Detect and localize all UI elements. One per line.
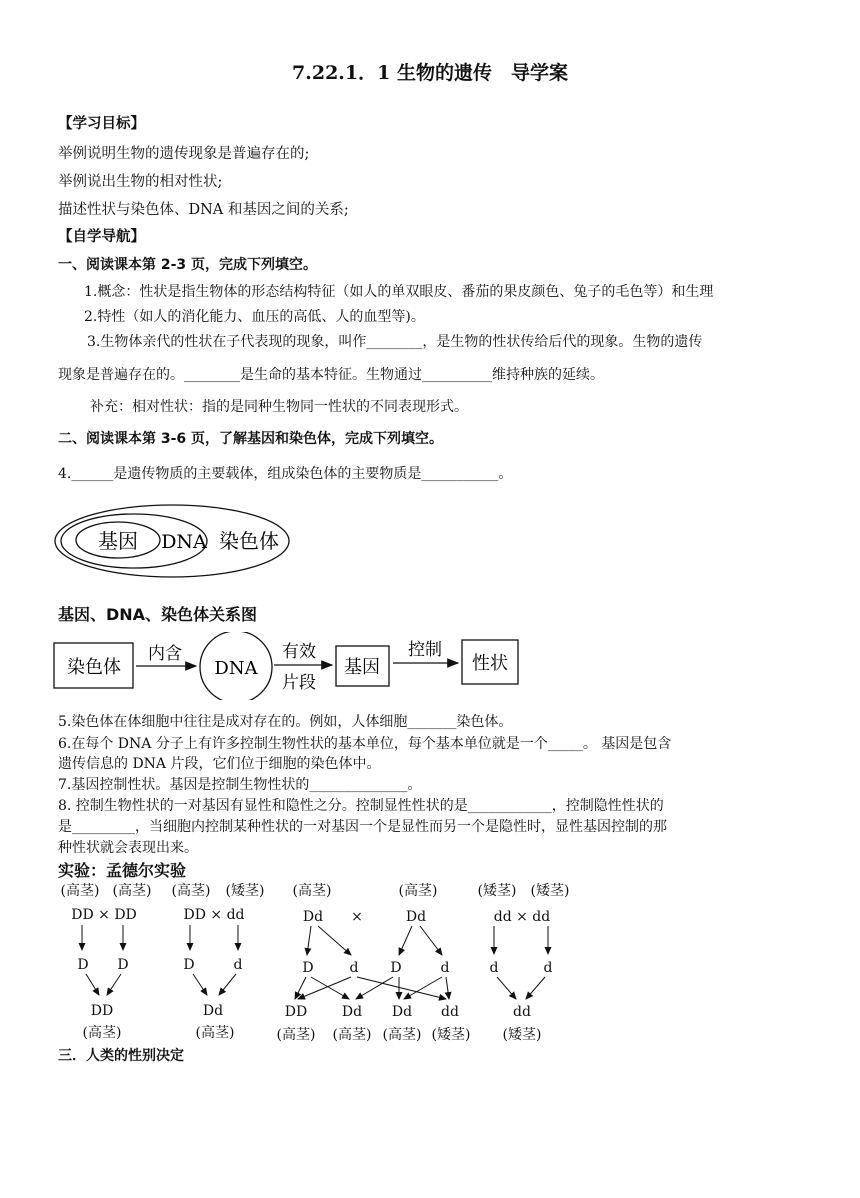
question-6: 6.在每个 DNA 分子上有许多控制生物性状的基本单位，每个基本单位就是一个_____。 基因是包含 [58,736,672,752]
relation-box-trait: 性状 [472,653,508,674]
relation-box-gene: 基因 [344,657,380,678]
question-5: 5.染色体在体细胞中往往是成对存在的。例如，人体细胞_______染色体。 [58,714,513,730]
question-8: 8. 控制生物性状的一对基因有显性和隐性之分。控制显性性状的是____________，控制隐性性状的 [58,798,664,814]
g3-cross-sign: × [351,909,363,925]
g3-gamete: d [349,960,359,976]
question-4: 4.______是遗传物质的主要载体，组成染色体的主要物质是___________。 [58,466,513,482]
sec1-line: 3.生物体亲代的性状在子代表现的现象，叫作________，是生物的性状传给后代的现象。生物的遗传 [87,334,703,350]
g4-cross: dd × dd [493,909,551,925]
mendel-cross-diagram [52,878,582,1048]
arrow-label-segment: 片段 [282,673,316,693]
g4-gamete-b: d [543,960,553,976]
g4-parent1-phenotype: (矮茎) [477,883,517,899]
g1-parent1-phenotype: (高茎) [60,883,100,899]
dna-label: DNA [161,531,207,553]
supplement-note: 补充：相对性状：指的是同种生物同一性状的不同表现形式。 [90,399,468,415]
g3-parent1-phenotype: (高茎) [292,883,332,899]
g4-gamete-a: d [489,960,499,976]
g3-parent2-phenotype: (高茎) [398,883,438,899]
g3-gamete: D [390,960,402,976]
relation-circle-dna: DNA [214,658,258,679]
experiment-title: 实验：孟德尔实验 [58,861,187,880]
section2-heading: 二、阅读课本第 3-6 页，了解基因和染色体，完成下列填空。 [58,431,444,447]
g1-gamete-b: D [117,957,129,973]
g2-parent1-phenotype: (高茎) [171,883,211,899]
g4-offspring: dd [513,1004,531,1020]
g2-gamete-a: D [183,957,195,973]
g1-offspring-phenotype: (高茎) [82,1025,122,1041]
sec1-line: 现象是普遍存在的。________是生命的基本特征。生物通过__________维持种族的延续。 [58,367,604,383]
g1-gamete-a: D [77,957,89,973]
arrow-label-control: 控制 [408,640,442,660]
chromosome-label: 染色体 [219,529,279,553]
goals-heading: 【学习目标】 [58,115,145,132]
page-title: 7.22.1．1 生物的遗传 导学案 [292,62,568,84]
g3-gamete: D [302,960,314,976]
sec1-line: 2.特性（如人的消化能力、血压的高低、人的血型等)。 [84,309,425,325]
relation-box-chromosome: 染色体 [67,657,121,678]
g3-offspring-phenotype: (矮茎) [431,1027,471,1043]
g3-offspring: dd [441,1004,459,1020]
g3-gamete: d [440,960,450,976]
arrow-label-contains: 内含 [148,644,182,664]
goal-item: 举例说出生物的相对性状; [58,174,223,190]
relation-flow-diagram [52,632,522,700]
nav-heading: 【自学导航】 [58,228,145,245]
goal-item: 举例说明生物的遗传现象是普遍存在的; [58,146,310,162]
g1-parent2-phenotype: (高茎) [112,883,152,899]
sec1-line: 1.概念：性状是指生物体的形态结构特征（如人的单双眼皮、番茄的果皮颜色、兔子的毛色等）和生理 [84,284,714,300]
gene-label: 基因 [98,529,138,553]
question-7: 7.基因控制性状。基因是控制生物性状的______________。 [58,777,422,793]
question-8-cont: 种性状就会表现出来。 [58,840,198,856]
g2-cross: DD × dd [183,907,245,923]
g3-parent-b: Dd [405,909,427,925]
g3-parent-a: Dd [302,909,324,925]
g3-offspring: DD [284,1004,308,1020]
g3-offspring: Dd [391,1004,413,1020]
question-8-cont: 是_________，当细胞内控制某种性状的一对基因一个是显性而另一个是隐性时，显性基因控制的那 [58,819,667,835]
relation-title: 基因、DNA、染色体关系图 [58,605,258,624]
section3-heading: 三．人类的性别决定 [58,1048,184,1064]
g3-offspring-phenotype: (高茎) [332,1027,372,1043]
g4-offspring-phenotype: (矮茎) [502,1027,542,1043]
section1-heading: 一、阅读课本第 2-3 页，完成下列填空。 [58,257,318,273]
g1-offspring: DD [90,1003,114,1019]
question-6-cont: 遗传信息的 DNA 片段，它们位于细胞的染色体中。 [58,756,381,772]
g2-parent2-phenotype: (矮茎) [225,883,265,899]
g4-parent2-phenotype: (矮茎) [530,883,570,899]
g2-offspring: Dd [202,1003,224,1019]
g3-offspring-phenotype: (高茎) [276,1027,316,1043]
g2-offspring-phenotype: (高茎) [195,1025,235,1041]
g2-gamete-b: d [233,957,243,973]
g3-offspring: Dd [341,1004,363,1020]
g3-offspring-phenotype: (高茎) [382,1027,422,1043]
goal-item: 描述性状与染色体、DNA 和基因之间的关系; [58,202,349,218]
arrow-label-effective: 有效 [282,642,316,662]
nested-ellipse-diagram [52,502,297,582]
g1-cross: DD × DD [71,907,137,923]
